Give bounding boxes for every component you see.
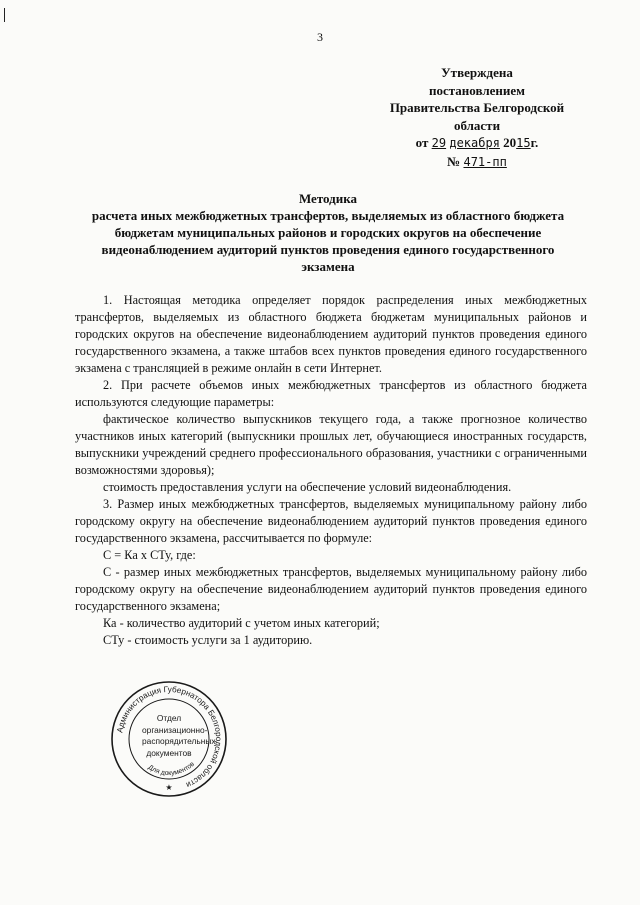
title-line-2: расчета иных межбюджетных трансфертов, выделяемых из областного бюджета xyxy=(91,208,565,223)
stamp-center xyxy=(142,713,216,759)
paragraph-7: С - размер иных межбюджетных трансфертов, выделяемых муниципальному району либо городскому округу на обеспечение видеонаблюдением аудиторий пунктов проведения единого государственного экзамена; xyxy=(75,565,587,613)
date-day: 29 xyxy=(431,136,447,150)
stamp-outer-text: Администрация Губернатора Белгородской области xyxy=(115,684,224,790)
number-prefix: № xyxy=(447,153,461,169)
title-line-4: видеонаблюдением аудиторий пунктов проведения единого государственного xyxy=(101,242,555,257)
number-value: 471-пп xyxy=(463,154,507,169)
paragraph-9: СТу - стоимость услуги за 1 аудиторию. xyxy=(103,633,313,647)
date-year-prefix: 20 xyxy=(503,135,517,150)
approval-number xyxy=(368,153,586,172)
document-body xyxy=(75,292,587,649)
date-year-hand: 15 xyxy=(516,136,531,150)
paragraph-6: С = Ка х СТу, где: xyxy=(103,548,196,562)
approval-line-3: Правительства Белгородской xyxy=(389,100,565,115)
edge-mark xyxy=(4,8,5,22)
stamp-center-line-4: документов xyxy=(146,747,192,758)
approval-line-2: постановлением xyxy=(429,82,525,98)
star-icon: ★ xyxy=(165,783,173,792)
approval-line-4: области xyxy=(453,117,501,133)
approval-line-1: Утверждена xyxy=(441,65,513,80)
paragraph-3: фактическое количество выпускников текущего года, а также прогнозное количество участников иных категорий (выпускники прошлых лет, обучающиеся иностранных государств, выпускники учреждений среднего профессионального образования, участники с ограниченными возможностями здоровья); xyxy=(75,412,587,477)
page-number: 3 xyxy=(317,30,323,44)
stamp-center-line-3: распорядительных xyxy=(142,736,216,747)
approval-date xyxy=(368,134,586,153)
title-line-5: экзамена xyxy=(301,259,355,274)
date-month: декабря xyxy=(449,136,500,150)
title-line-1: Методика xyxy=(298,191,358,206)
stamp-center-line-1: Отдел xyxy=(156,713,182,723)
date-prefix: от xyxy=(415,135,429,150)
approval-block xyxy=(368,64,586,171)
date-suffix: г. xyxy=(530,135,539,150)
paragraph-5: 3. Размер иных межбюджетных трансфертов, выделяемых муниципальному району либо городскому округу на обеспечение видеонаблюдением аудиторий пунктов проведения единого государственного экзамена, рассчитывается по формуле: xyxy=(75,497,587,545)
paragraph-4: стоимость предоставления услуги на обеспечение условий видеонаблюдения. xyxy=(103,480,512,494)
paragraph-2: 2. При расчете объемов иных межбюджетных трансфертов из областного бюджета используются следующие параметры: xyxy=(75,378,587,409)
document-title xyxy=(60,190,596,275)
stamp-inner-text: Для документов xyxy=(146,760,196,778)
paragraph-8: Ка - количество аудиторий с учетом иных категорий; xyxy=(103,616,380,630)
title-line-3: бюджетам муниципальных районов и городских округов на обеспечение xyxy=(114,225,542,240)
stamp-center-line-2: организационно- xyxy=(142,724,208,735)
paragraph-1: 1. Настоящая методика определяет порядок распределения иных межбюджетных трансфертов, выделяемых из областного бюджета бюджетам муниципальных районов и городских округов на обеспечение видеонаблюдением аудиторий пунктов проведения единого государственного экзамена, а также штабов всех пунктов проведения единого государственного экзамена с трансляцией в режиме онлайн в сети Интернет. xyxy=(75,293,587,375)
